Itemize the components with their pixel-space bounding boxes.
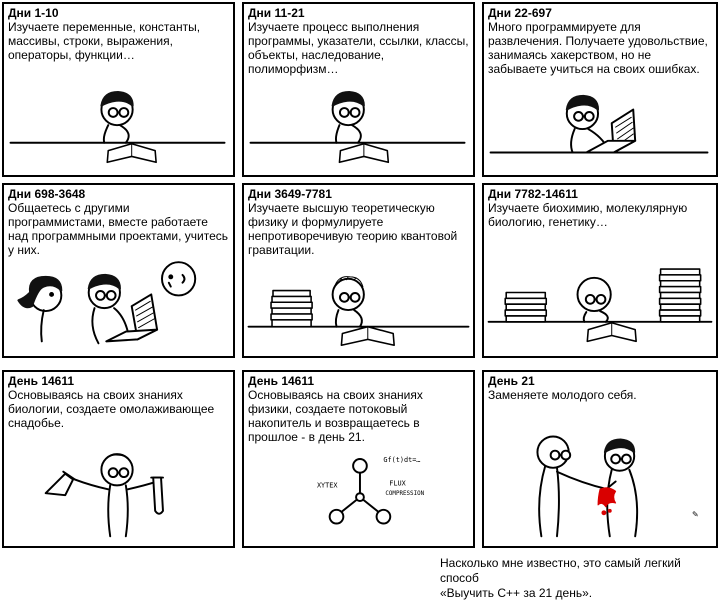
panel-title: Дни 3649-7781 (248, 187, 332, 201)
panel-text: Общаетесь с другими программистами, вместе работаете над программными проектами, учитесь у них. (8, 201, 229, 257)
footer-line-1: Насколько мне известно, это самый легкий способ (440, 556, 681, 585)
comic-panel-9 (482, 370, 718, 548)
panel-text: Основываясь на своих знаниях физики, создаете потоковый накопитель и возвращаетесь в прошлое - в день 21. (248, 388, 423, 444)
comic-panel-1 (2, 2, 235, 177)
panel-title: День 14611 (8, 374, 75, 388)
panel-text: Изучаете высшую теоретическую физику и формулируете непротиворечивую теорию квантовой гравитации. (248, 201, 458, 257)
panel-text: Изучаете процесс выполнения программы, указатели, ссылки, классы, объекты, наследование, полиморфизм… (248, 20, 469, 76)
panel-caption (248, 374, 469, 444)
panel-title: День 14611 (248, 374, 315, 388)
panel-text: Много программируете для развлечения. Получаете удовольствие, занимаясь хакерством, но не забываете учиться на своих ошибках. (488, 20, 708, 76)
panel-title: Дни 7782-14611 (488, 187, 578, 201)
flux-label: FLUX (389, 479, 406, 488)
footer-line-2: «Выучить C++ за 21 день». (440, 586, 593, 600)
panel-text: Основываясь на своих знаниях биологии, создаете омолаживающее снадобье. (8, 388, 215, 430)
book-stack (271, 291, 312, 327)
comic-panel-7 (2, 370, 235, 548)
panel-caption (8, 374, 229, 430)
panel-title: Дни 1-10 (8, 6, 59, 20)
flux-capacitor (330, 459, 391, 524)
compression-label: COMPRESSION (385, 491, 425, 498)
book-stack-right (660, 269, 701, 322)
book-stack-left (505, 292, 546, 321)
panel-caption (248, 6, 469, 76)
panel-caption (488, 6, 712, 76)
equation-label: Gf(t)dt=… (383, 455, 421, 464)
panel-caption (8, 6, 229, 62)
comic-panel-5 (242, 183, 475, 358)
panel-caption (488, 187, 712, 229)
panel-title: Дни 11-21 (248, 6, 305, 20)
comic-panel-8 (242, 370, 475, 548)
comic-panel-2 (242, 2, 475, 177)
footer-note (440, 556, 720, 601)
panel-caption (248, 187, 469, 257)
comic-panel-6 (482, 183, 718, 358)
signature-mark: ✎ (692, 510, 699, 519)
panel-title: День 21 (488, 374, 535, 388)
panel-title: Дни 22-697 (488, 6, 552, 20)
panel-title: Дни 698-3648 (8, 187, 86, 201)
comic-panel-3 (482, 2, 718, 177)
panel-text: Изучаете переменные, константы, массивы, строки, выражения, операторы, функции… (8, 20, 201, 62)
comic-panel-4 (2, 183, 235, 358)
panel-caption (488, 374, 712, 402)
panel-text: Заменяете молодого себя. (488, 388, 637, 402)
panel-caption (8, 187, 229, 257)
panel-text: Изучаете биохимию, молекулярную биологию, генетику… (488, 201, 688, 229)
xytex-label: XYTEX (316, 481, 338, 490)
